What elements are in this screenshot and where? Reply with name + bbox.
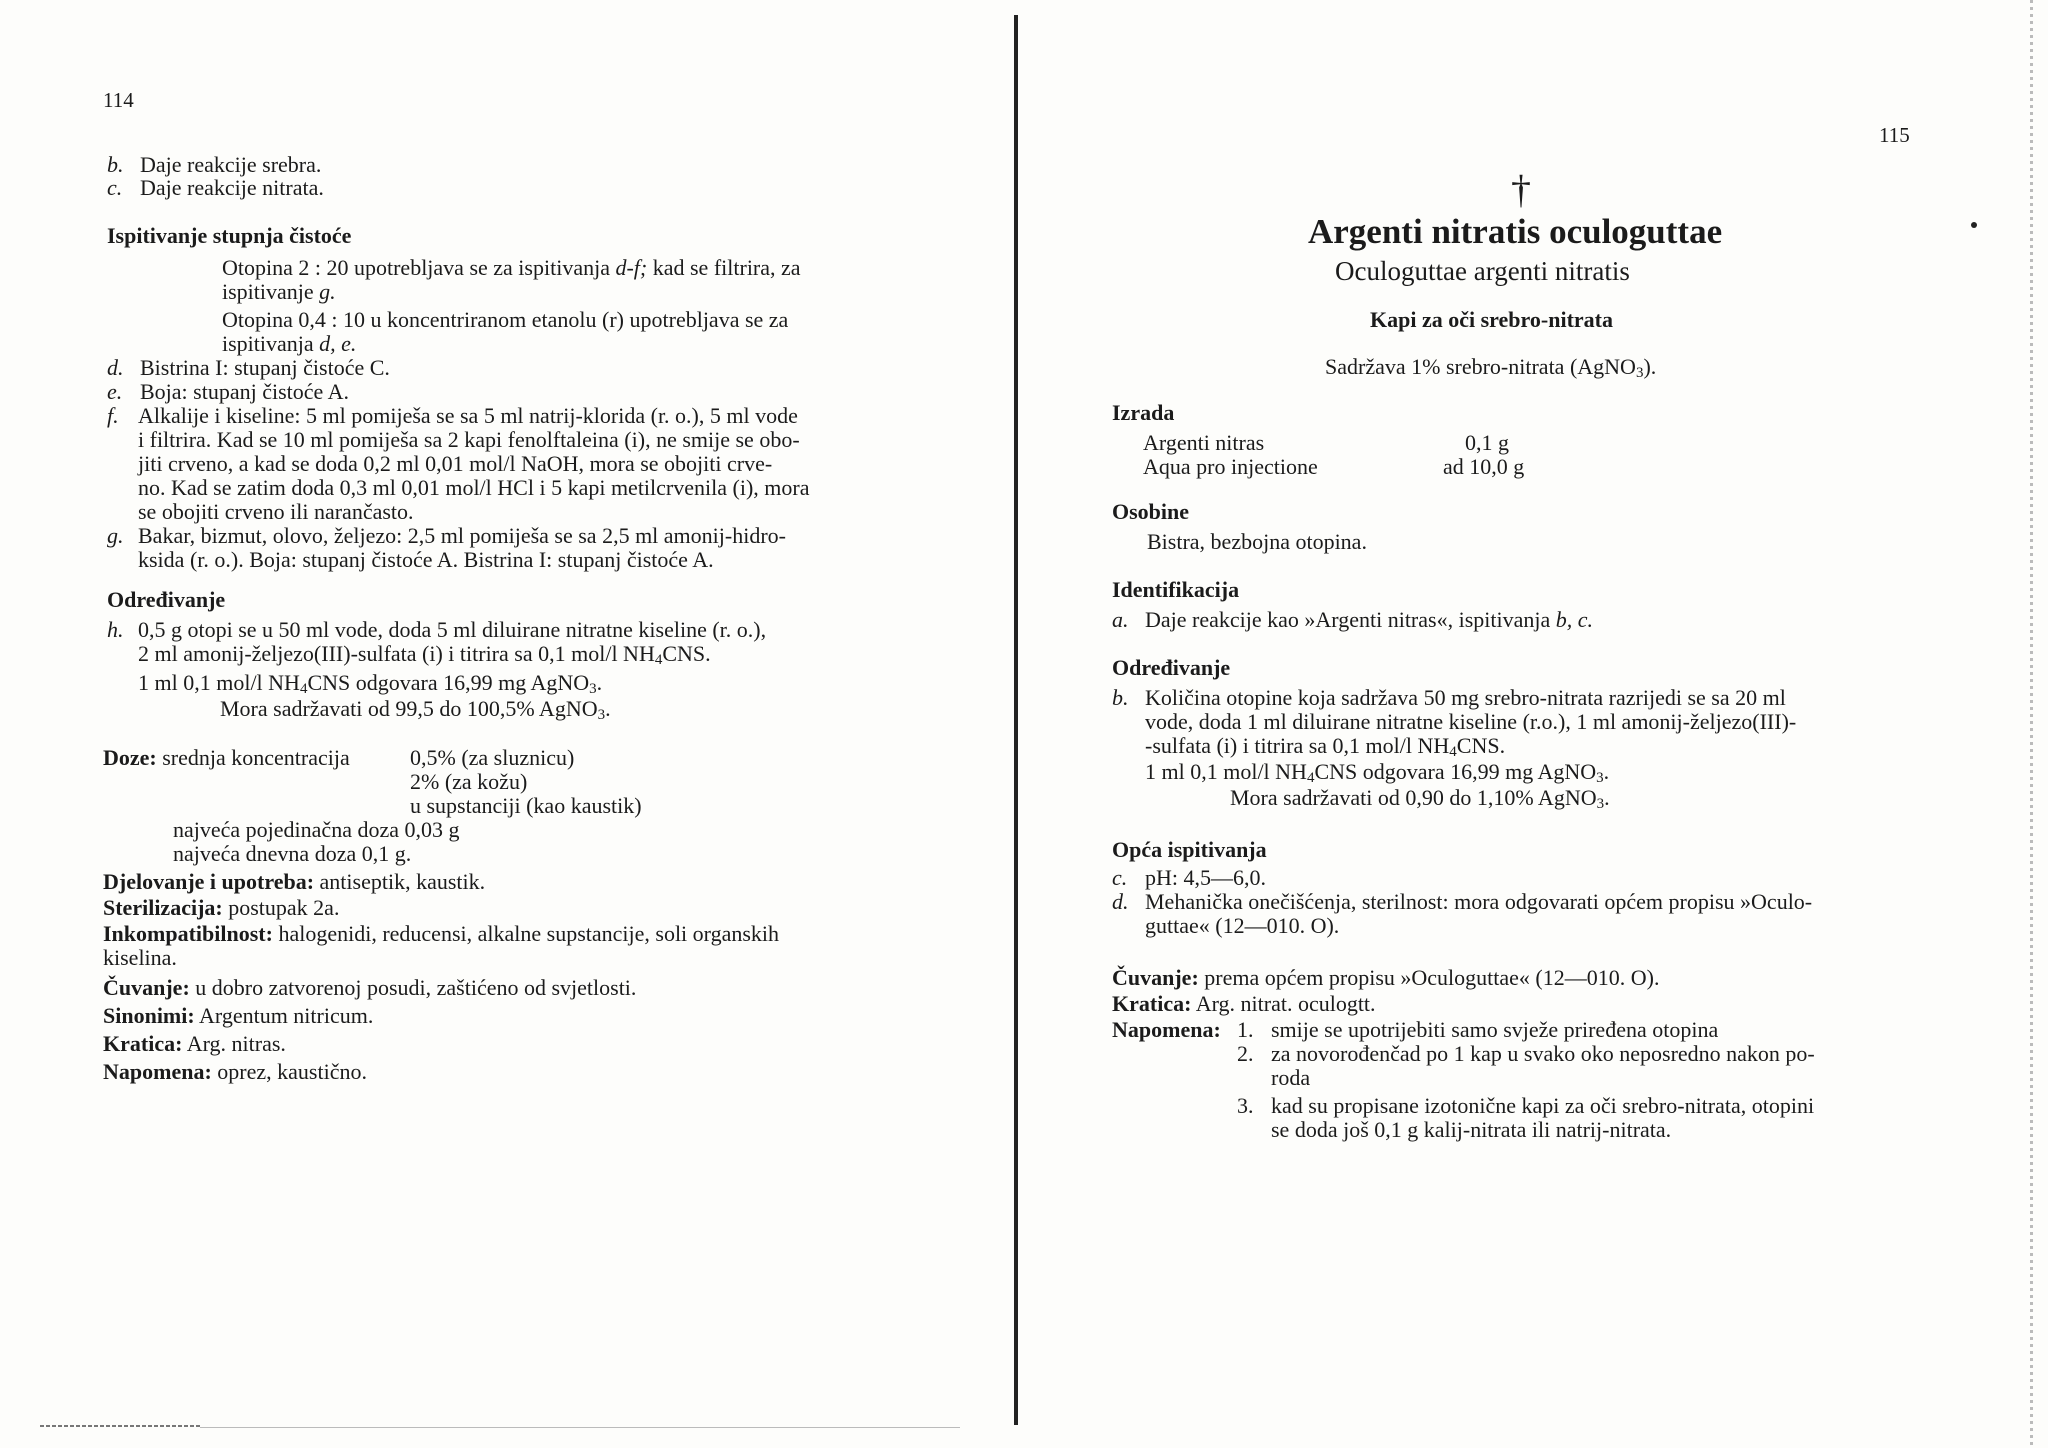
izrada-row-2-amount: ad 10,0 g: [1443, 454, 1525, 479]
cuvanje-left-line: Čuvanje: u dobro zatvorenoj posudi, zaštićeno od svjetlosti.: [103, 975, 637, 1000]
note-2-num: 2.: [1237, 1041, 1254, 1066]
heading-odredivanje-left: Određivanje: [107, 587, 226, 612]
note-3-line1: kad su propisane izotonične kapi za oči srebro-nitrata, otopini: [1271, 1093, 1815, 1118]
odred-b-line1: Količina otopine koja sadržava 50 mg srebro-nitrata razrijedi se sa 20 ml: [1145, 685, 1786, 710]
odred-b-line3: -sulfata (i) i titrira sa 0,1 mol/l $NH_4CNS$.: [1145, 733, 1506, 760]
item-d-text: Bistrina I: stupanj čistoće C.: [140, 355, 390, 380]
otopina-04-line: Otopina 0,4 : 10 u koncentriranom etanolu (r) upotrebljava se za: [222, 307, 789, 332]
odred-b-line4: 1 ml 0,1 mol/l $NH_4CNS$ odgovara 16,99 mg AgNO$_3$.: [1145, 759, 1610, 786]
odred-b-label: b.: [1112, 685, 1129, 710]
napomena-right-label: Napomena:: [1112, 1017, 1221, 1042]
item-h-line2: 2 ml amonij-željezo(III)-sulfata (i) i titrira sa 0,1 mol/l $NH_4CNS$.: [138, 641, 711, 668]
opca-d-label: d.: [1112, 889, 1129, 914]
cuvanje-right-line: Čuvanje: prema općem propisu »Oculoguttae« (12—010. O).: [1112, 965, 1660, 990]
ident-a-label: a.: [1112, 607, 1129, 632]
item-e-text: Boja: stupanj čistoće A.: [140, 379, 349, 404]
heading-osobine: Osobine: [1112, 499, 1190, 524]
item-f-line3: jiti crveno, a kad se doda 0,2 ml 0,01 mol/l NaOH, mora se obojiti crve-: [138, 451, 773, 476]
napomena-left-line: Napomena: oprez, kaustično.: [103, 1059, 367, 1084]
page-number-right: 115: [1879, 123, 1910, 147]
item-f-label: f.: [107, 403, 119, 428]
heading-opca-ispitivanja: Opća ispitivanja: [1112, 837, 1267, 862]
note-3-line2: se doda još 0,1 g kalij-nitrata ili natrij-nitrata.: [1271, 1117, 1672, 1142]
otopina-04-line2: ispitivanja d, e.: [222, 331, 357, 356]
odred-b-line5: Mora sadržavati od 0,90 do 1,10% AgNO$_3$.: [1230, 785, 1610, 812]
izrada-row-1-amount: 0,1 g: [1465, 430, 1509, 455]
doze-value1: 0,5% (za sluznicu): [410, 745, 575, 770]
item-c-text: Daje reakcije nitrata.: [140, 175, 324, 200]
bottom-scan-edge: [40, 1425, 200, 1427]
item-h-line3: 1 ml 0,1 mol/l $NH_4CNS$ odgovara 16,99 mg AgNO$_3$.: [138, 670, 603, 697]
sinonimi-line: Sinonimi: Argentum nitricum.: [103, 1003, 374, 1028]
item-f-line5: se obojiti crveno ili narančasto.: [138, 499, 414, 524]
item-d-label: d.: [107, 355, 124, 380]
odred-b-line2: vode, doda 1 ml diluirane nitratne kiseline (r.o.), 1 ml amonij-željezo(III)-: [1145, 709, 1797, 734]
bottom-scan-edge-line: [200, 1427, 960, 1428]
item-f-line2: i filtrira. Kad se 10 ml pomiješa sa 2 kapi fenolftaleina (i), ne smije se obo-: [138, 427, 800, 452]
doze-value2: 2% (za kožu): [410, 769, 528, 794]
left-page: [0, 0, 1010, 1448]
note-2-line1: za novorođenčad po 1 kap u svako oko neposredno nakon po-: [1271, 1041, 1815, 1066]
heading-odredivanje-right: Određivanje: [1112, 655, 1231, 680]
item-g-line2: ksida (r. o.). Boja: stupanj čistoće A. Bistrina I: stupanj čistoće A.: [138, 547, 714, 572]
monograph-subtitle: Oculoguttae argenti nitratis: [1335, 256, 1630, 286]
heading-identifikacija: Identifikacija: [1112, 577, 1240, 602]
dagger-symbol: †: [1511, 167, 1531, 212]
item-b-text: Daje reakcije srebra.: [140, 152, 322, 177]
otopina-2-line2: ispitivanje g.: [222, 279, 336, 304]
note-2-line2: roda: [1271, 1065, 1311, 1090]
monograph-title: Argenti nitratis oculoguttae: [1308, 212, 1723, 251]
opca-d-line2: guttae« (12—010. O).: [1145, 913, 1340, 938]
heading-izrada: Izrada: [1112, 400, 1175, 425]
doze-line1: Doze: srednja koncentracija: [103, 745, 350, 770]
otopina-2-line: Otopina 2 : 20 upotrebljava se za ispitivanja d-f; kad se filtrira, za: [222, 255, 801, 280]
item-f-line1: Alkalije i kiseline: 5 ml pomiješa se sa 5 ml natrij-klorida (r. o.), 5 ml vode: [138, 403, 798, 428]
opca-c-label: c.: [1112, 865, 1128, 890]
sterilizacija-line: Sterilizacija: postupak 2a.: [103, 895, 340, 920]
item-b-label: b.: [107, 152, 124, 177]
inkompatibilnost-line2: kiselina.: [103, 945, 177, 970]
note-1-line1: smije se upotrijebiti samo svježe priređena otopina: [1271, 1017, 1719, 1042]
opca-c-text: pH: 4,5—6,0.: [1145, 865, 1266, 890]
osobine-text: Bistra, bezbojna otopina.: [1147, 529, 1367, 554]
heading-ispitivanje: Ispitivanje stupnja čistoće: [107, 223, 352, 248]
item-f-line4: no. Kad se zatim doda 0,3 ml 0,01 mol/l HCl i 5 kapi metilcrvenila (i), mora: [138, 475, 810, 500]
item-e-label: e.: [107, 379, 123, 404]
inkompatibilnost-line: Inkompatibilnost: halogenidi, reducensi, alkalne supstancije, soli organskih: [103, 921, 780, 946]
izrada-row-2-name: Aqua pro injectione: [1143, 454, 1318, 479]
doze-max-daily: najveća dnevna doza 0,1 g.: [173, 841, 412, 866]
item-g-line1: Bakar, bizmut, olovo, željezo: 2,5 ml pomiješa se sa 2,5 ml amonij-hidro-: [138, 523, 786, 548]
izrada-row-1-name: Argenti nitras: [1143, 430, 1265, 455]
item-h-line4: Mora sadržavati od 99,5 do 100,5% AgNO$_3$.: [220, 696, 611, 723]
content-line: Sadržava 1% srebro-nitrata (AgNO$_3$).: [1325, 354, 1657, 381]
doze-max-single: najveća pojedinačna doza 0,03 g: [173, 817, 460, 842]
item-c-label: c.: [107, 175, 123, 200]
note-3-num: 3.: [1237, 1093, 1254, 1118]
opca-d-line1: Mehanička onečišćenja, sterilnost: mora odgovarati općem propisu »Oculo-: [1145, 889, 1813, 914]
page-number-left: 114: [103, 88, 134, 112]
right-page: [1015, 0, 2048, 1448]
djelovanje-line: Djelovanje i upotreba: antiseptik, kaustik.: [103, 869, 486, 894]
item-g-label: g.: [107, 523, 124, 548]
doze-value3: u supstanciji (kao kaustik): [410, 793, 642, 818]
note-1-num: 1.: [1237, 1017, 1254, 1042]
monograph-local-name: Kapi za oči srebro-nitrata: [1370, 307, 1613, 332]
kratica-left-line: Kratica: Arg. nitras.: [103, 1031, 286, 1056]
item-h-label: h.: [107, 617, 124, 642]
ident-a-text: Daje reakcije kao »Argenti nitras«, ispitivanja b, c.: [1145, 607, 1594, 632]
item-h-line1: 0,5 g otopi se u 50 ml vode, doda 5 ml diluirane nitratne kiseline (r. o.),: [138, 617, 767, 642]
kratica-right-line: Kratica: Arg. nitrat. oculogtt.: [1112, 991, 1376, 1016]
